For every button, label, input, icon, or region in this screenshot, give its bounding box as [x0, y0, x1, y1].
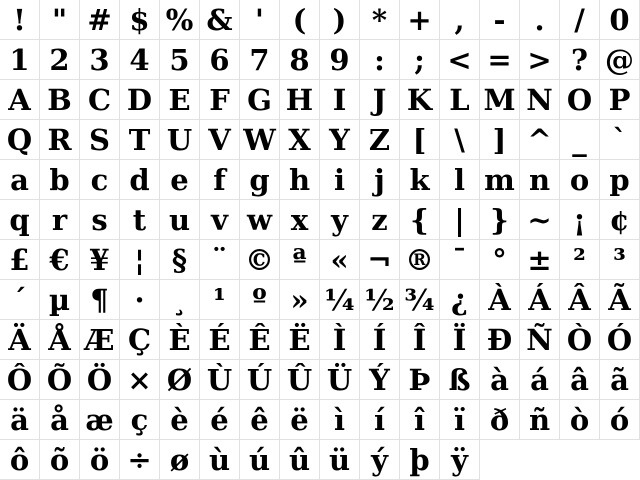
- glyph-cell[interactable]: Ë: [280, 320, 320, 360]
- glyph-cell[interactable]: Ü: [320, 360, 360, 400]
- glyph-cell[interactable]: M: [480, 80, 520, 120]
- glyph-cell[interactable]: Ú: [240, 360, 280, 400]
- glyph-cell[interactable]: 1: [0, 40, 40, 80]
- glyph-cell[interactable]: i: [320, 160, 360, 200]
- glyph-cell[interactable]: 8: [280, 40, 320, 80]
- glyph-cell[interactable]: ÷: [120, 440, 160, 480]
- glyph-cell[interactable]: ³: [600, 240, 640, 280]
- glyph-cell[interactable]: ë: [280, 400, 320, 440]
- glyph-cell[interactable]: ñ: [520, 400, 560, 440]
- glyph-cell[interactable]: ;: [400, 40, 440, 80]
- glyph-cell[interactable]: x: [280, 200, 320, 240]
- glyph-cell[interactable]: o: [560, 160, 600, 200]
- glyph-cell[interactable]: c: [80, 160, 120, 200]
- glyph-cell[interactable]: ¹: [200, 280, 240, 320]
- glyph-cell[interactable]: æ: [80, 400, 120, 440]
- glyph-cell[interactable]: .: [520, 0, 560, 40]
- glyph-cell[interactable]: °: [480, 240, 520, 280]
- glyph-cell[interactable]: ²: [560, 240, 600, 280]
- glyph-cell[interactable]: ó: [600, 400, 640, 440]
- glyph-cell[interactable]: ü: [320, 440, 360, 480]
- glyph-cell[interactable]: (: [280, 0, 320, 40]
- glyph-cell[interactable]: û: [280, 440, 320, 480]
- glyph-cell[interactable]: f: [200, 160, 240, 200]
- glyph-cell[interactable]: ¸: [160, 280, 200, 320]
- glyph-cell[interactable]: î: [400, 400, 440, 440]
- empty-cell: [560, 440, 600, 480]
- glyph-cell[interactable]: ì: [320, 400, 360, 440]
- glyph-cell[interactable]: Ì: [320, 320, 360, 360]
- glyph-cell[interactable]: ç: [120, 400, 160, 440]
- glyph-cell[interactable]: ¯: [440, 240, 480, 280]
- glyph-cell[interactable]: 0: [600, 0, 640, 40]
- glyph-cell[interactable]: 9: [320, 40, 360, 80]
- glyph-cell[interactable]: ": [40, 0, 80, 40]
- glyph-cell[interactable]: T: [120, 120, 160, 160]
- empty-cell: [480, 440, 520, 480]
- glyph-cell[interactable]: Ö: [80, 360, 120, 400]
- glyph-cell[interactable]: a: [0, 160, 40, 200]
- glyph-cell[interactable]: y: [320, 200, 360, 240]
- glyph-cell[interactable]: n: [520, 160, 560, 200]
- glyph-cell[interactable]: ½: [360, 280, 400, 320]
- glyph-cell[interactable]: Ð: [480, 320, 520, 360]
- glyph-cell[interactable]: }: [480, 200, 520, 240]
- glyph-cell[interactable]: ê: [240, 400, 280, 440]
- glyph-cell[interactable]: €: [40, 240, 80, 280]
- glyph-cell[interactable]: ù: [200, 440, 240, 480]
- glyph-cell[interactable]: Í: [360, 320, 400, 360]
- glyph-cell[interactable]: ¢: [600, 200, 640, 240]
- glyph-cell[interactable]: Z: [360, 120, 400, 160]
- glyph-cell[interactable]: %: [160, 0, 200, 40]
- glyph-cell[interactable]: ,: [440, 0, 480, 40]
- glyph-cell[interactable]: *: [360, 0, 400, 40]
- glyph-cell[interactable]: º: [240, 280, 280, 320]
- glyph-cell[interactable]: í: [360, 400, 400, 440]
- empty-cell: [600, 440, 640, 480]
- glyph-cell[interactable]: §: [160, 240, 200, 280]
- glyph-cell[interactable]: ô: [0, 440, 40, 480]
- glyph-cell[interactable]: É: [200, 320, 240, 360]
- glyph-cell[interactable]: v: [200, 200, 240, 240]
- glyph-cell[interactable]: è: [160, 400, 200, 440]
- glyph-cell[interactable]: Ç: [120, 320, 160, 360]
- glyph-cell[interactable]: s: [80, 200, 120, 240]
- glyph-cell[interactable]: E: [160, 80, 200, 120]
- glyph-cell[interactable]: ¨: [200, 240, 240, 280]
- glyph-cell[interactable]: ¥: [80, 240, 120, 280]
- glyph-cell[interactable]: _: [560, 120, 600, 160]
- glyph-cell[interactable]: Â: [560, 280, 600, 320]
- glyph-cell[interactable]: R: [40, 120, 80, 160]
- glyph-cell[interactable]: F: [200, 80, 240, 120]
- glyph-cell[interactable]: Q: [0, 120, 40, 160]
- glyph-cell[interactable]: -: [480, 0, 520, 40]
- glyph-cell[interactable]: ª: [280, 240, 320, 280]
- glyph-cell[interactable]: £: [0, 240, 40, 280]
- glyph-cell[interactable]: ): [320, 0, 360, 40]
- glyph-cell[interactable]: Ä: [0, 320, 40, 360]
- glyph-cell[interactable]: N: [520, 80, 560, 120]
- glyph-cell[interactable]: 4: [120, 40, 160, 80]
- glyph-cell[interactable]: O: [560, 80, 600, 120]
- glyph-cell[interactable]: ´: [0, 280, 40, 320]
- glyph-cell[interactable]: W: [240, 120, 280, 160]
- glyph-cell[interactable]: D: [120, 80, 160, 120]
- glyph-cell[interactable]: ÿ: [440, 440, 480, 480]
- glyph-cell[interactable]: µ: [40, 280, 80, 320]
- glyph-cell[interactable]: ±: [520, 240, 560, 280]
- glyph-cell[interactable]: 6: [200, 40, 240, 80]
- glyph-cell[interactable]: Ê: [240, 320, 280, 360]
- glyph-cell[interactable]: ¶: [80, 280, 120, 320]
- glyph-cell[interactable]: ^: [520, 120, 560, 160]
- glyph-cell[interactable]: L: [440, 80, 480, 120]
- glyph-cell[interactable]: B: [40, 80, 80, 120]
- glyph-cell[interactable]: ': [240, 0, 280, 40]
- glyph-cell[interactable]: Õ: [40, 360, 80, 400]
- glyph-cell[interactable]: q: [0, 200, 40, 240]
- glyph-cell[interactable]: b: [40, 160, 80, 200]
- glyph-cell[interactable]: Þ: [400, 360, 440, 400]
- glyph-cell[interactable]: j: [360, 160, 400, 200]
- glyph-cell[interactable]: á: [520, 360, 560, 400]
- glyph-cell[interactable]: p: [600, 160, 640, 200]
- glyph-cell[interactable]: 2: [40, 40, 80, 80]
- glyph-cell[interactable]: ä: [0, 400, 40, 440]
- glyph-cell[interactable]: |: [440, 200, 480, 240]
- glyph-cell[interactable]: ï: [440, 400, 480, 440]
- glyph-cell[interactable]: ¾: [400, 280, 440, 320]
- glyph-cell[interactable]: S: [80, 120, 120, 160]
- glyph-cell[interactable]: [: [400, 120, 440, 160]
- glyph-cell[interactable]: K: [400, 80, 440, 120]
- glyph-cell[interactable]: >: [520, 40, 560, 80]
- glyph-cell[interactable]: t: [120, 200, 160, 240]
- glyph-cell[interactable]: Ô: [0, 360, 40, 400]
- glyph-cell[interactable]: Û: [280, 360, 320, 400]
- glyph-cell[interactable]: þ: [400, 440, 440, 480]
- glyph-cell[interactable]: C: [80, 80, 120, 120]
- glyph-cell[interactable]: Ñ: [520, 320, 560, 360]
- glyph-cell[interactable]: ©: [240, 240, 280, 280]
- glyph-cell[interactable]: Ã: [600, 280, 640, 320]
- glyph-cell[interactable]: m: [480, 160, 520, 200]
- glyph-cell[interactable]: {: [400, 200, 440, 240]
- glyph-cell[interactable]: ]: [480, 120, 520, 160]
- glyph-cell[interactable]: Ò: [560, 320, 600, 360]
- glyph-cell[interactable]: Ø: [160, 360, 200, 400]
- glyph-cell[interactable]: d: [120, 160, 160, 200]
- glyph-cell[interactable]: g: [240, 160, 280, 200]
- glyph-cell[interactable]: ¼: [320, 280, 360, 320]
- glyph-cell[interactable]: 3: [80, 40, 120, 80]
- glyph-cell[interactable]: 7: [240, 40, 280, 80]
- glyph-cell[interactable]: ý: [360, 440, 400, 480]
- glyph-cell[interactable]: k: [400, 160, 440, 200]
- glyph-cell[interactable]: H: [280, 80, 320, 120]
- glyph-cell[interactable]: G: [240, 80, 280, 120]
- glyph-cell[interactable]: `: [600, 120, 640, 160]
- glyph-cell[interactable]: õ: [40, 440, 80, 480]
- glyph-cell[interactable]: ú: [240, 440, 280, 480]
- glyph-cell[interactable]: «: [320, 240, 360, 280]
- glyph-cell[interactable]: u: [160, 200, 200, 240]
- glyph-cell[interactable]: ¬: [360, 240, 400, 280]
- glyph-cell[interactable]: ?: [560, 40, 600, 80]
- glyph-cell[interactable]: U: [160, 120, 200, 160]
- glyph-cell[interactable]: ð: [480, 400, 520, 440]
- glyph-cell[interactable]: À: [480, 280, 520, 320]
- glyph-cell[interactable]: Î: [400, 320, 440, 360]
- glyph-cell[interactable]: ø: [160, 440, 200, 480]
- glyph-cell[interactable]: ~: [520, 200, 560, 240]
- glyph-cell[interactable]: ®: [400, 240, 440, 280]
- glyph-cell[interactable]: #: [80, 0, 120, 40]
- glyph-cell[interactable]: »: [280, 280, 320, 320]
- glyph-cell[interactable]: V: [200, 120, 240, 160]
- glyph-cell[interactable]: /: [560, 0, 600, 40]
- glyph-cell[interactable]: Ù: [200, 360, 240, 400]
- glyph-cell[interactable]: =: [480, 40, 520, 80]
- glyph-cell[interactable]: ×: [120, 360, 160, 400]
- glyph-cell[interactable]: È: [160, 320, 200, 360]
- glyph-cell[interactable]: <: [440, 40, 480, 80]
- glyph-cell[interactable]: â: [560, 360, 600, 400]
- glyph-cell[interactable]: Ó: [600, 320, 640, 360]
- glyph-cell[interactable]: ¦: [120, 240, 160, 280]
- glyph-cell[interactable]: ö: [80, 440, 120, 480]
- glyph-cell[interactable]: Ý: [360, 360, 400, 400]
- glyph-cell[interactable]: l: [440, 160, 480, 200]
- glyph-cell[interactable]: e: [160, 160, 200, 200]
- glyph-cell[interactable]: ß: [440, 360, 480, 400]
- glyph-cell[interactable]: à: [480, 360, 520, 400]
- glyph-cell[interactable]: ¡: [560, 200, 600, 240]
- glyph-cell[interactable]: I: [320, 80, 360, 120]
- glyph-cell[interactable]: !: [0, 0, 40, 40]
- glyph-cell[interactable]: Á: [520, 280, 560, 320]
- glyph-cell[interactable]: &: [200, 0, 240, 40]
- glyph-cell[interactable]: :: [360, 40, 400, 80]
- glyph-cell[interactable]: ò: [560, 400, 600, 440]
- empty-cell: [520, 440, 560, 480]
- glyph-cell[interactable]: Y: [320, 120, 360, 160]
- glyph-cell[interactable]: A: [0, 80, 40, 120]
- glyph-cell[interactable]: P: [600, 80, 640, 120]
- glyph-cell[interactable]: Æ: [80, 320, 120, 360]
- glyph-cell[interactable]: z: [360, 200, 400, 240]
- glyph-cell[interactable]: ã: [600, 360, 640, 400]
- glyph-cell[interactable]: å: [40, 400, 80, 440]
- glyph-cell[interactable]: +: [400, 0, 440, 40]
- glyph-cell[interactable]: J: [360, 80, 400, 120]
- glyph-cell[interactable]: 5: [160, 40, 200, 80]
- glyph-cell[interactable]: X: [280, 120, 320, 160]
- glyph-cell[interactable]: r: [40, 200, 80, 240]
- glyph-cell[interactable]: Ï: [440, 320, 480, 360]
- glyph-cell[interactable]: é: [200, 400, 240, 440]
- glyph-cell[interactable]: w: [240, 200, 280, 240]
- glyph-cell[interactable]: ¿: [440, 280, 480, 320]
- glyph-cell[interactable]: ·: [120, 280, 160, 320]
- glyph-cell[interactable]: Å: [40, 320, 80, 360]
- glyph-cell[interactable]: h: [280, 160, 320, 200]
- glyph-cell[interactable]: $: [120, 0, 160, 40]
- glyph-cell[interactable]: \: [440, 120, 480, 160]
- glyph-cell[interactable]: @: [600, 40, 640, 80]
